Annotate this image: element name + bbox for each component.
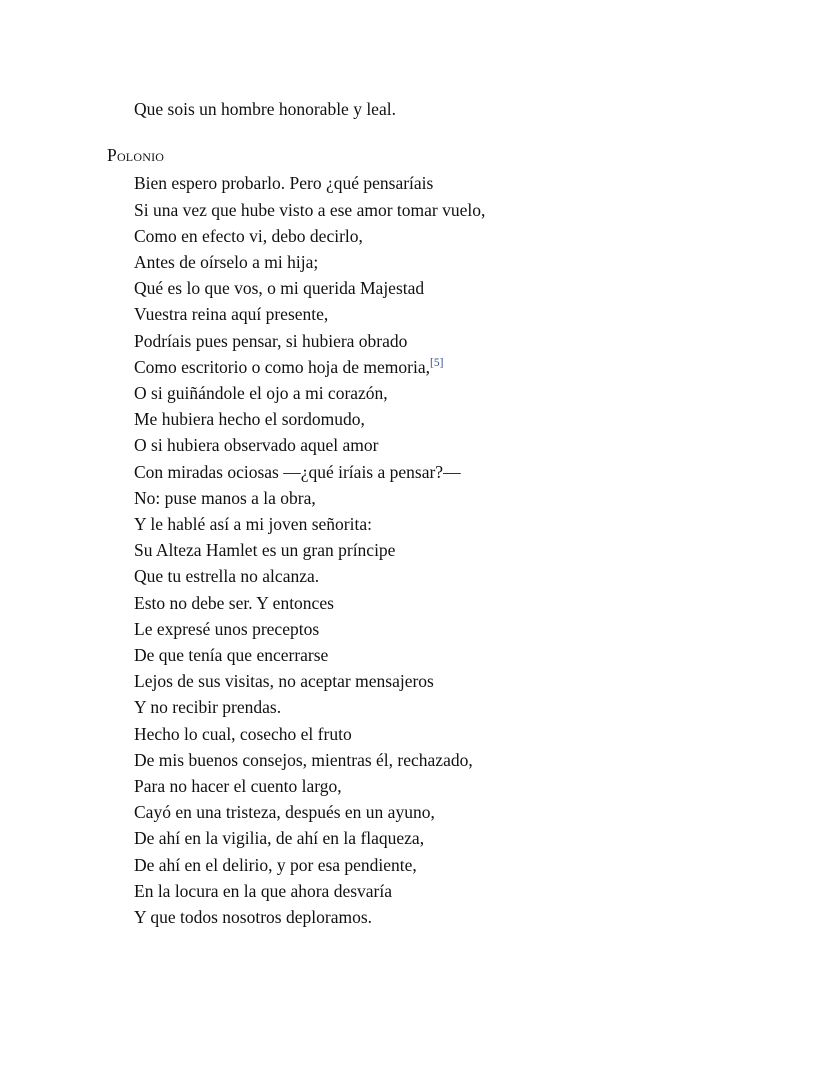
speech-verse-block [107,170,727,930]
verse-line [134,354,727,380]
verse-line-text: Hecho lo cual, cosecho el fruto [134,723,352,744]
verse-line [134,223,727,249]
verse-line [134,380,727,406]
verse-line-text: De mis buenos consejos, mientras él, rechazado, [134,749,473,770]
verse-line-text: Esto no debe ser. Y entonces [134,592,334,613]
verse-line [134,170,727,196]
opening-verse-line: Que sois un hombre honorable y leal. [134,99,396,119]
verse-line [134,432,727,458]
verse-line-text: Y no recibir prendas. [134,697,282,718]
verse-line [134,904,727,930]
verse-line-text: Como en efecto vi, debo decirlo, [134,225,363,246]
speaker-spacer [107,122,727,142]
verse-line-text: Cayó en una tristeza, después en un ayuno, [134,802,435,823]
verse-line-text: Le expresé unos preceptos [134,618,320,639]
verse-line [134,563,727,589]
verse-line [134,485,727,511]
verse-line-text: Qué es lo que vos, o mi querida Majestad [134,278,425,299]
verse-line-text: Bien espero probarlo. Pero ¿qué pensaríais [134,173,434,194]
verse-line [134,537,727,563]
verse-line [134,642,727,668]
verse-line-text: De ahí en la vigilia, de ahí en la flaqueza, [134,828,425,849]
verse-line [134,668,727,694]
verse-line-text: De ahí en el delirio, y por esa pendiente, [134,854,417,875]
verse-line [134,773,727,799]
verse-line-text: Lejos de sus visitas, no aceptar mensajeros [134,671,434,692]
verse-line-text: Para no hacer el cuento largo, [134,776,342,797]
verse-line-text: Podríais pues pensar, si hubiera obrado [134,330,408,351]
verse-line-text: En la locura en la que ahora desvaría [134,880,392,901]
footnote-reference-5[interactable]: [5] [429,357,444,369]
verse-line-text: Si una vez que hube visto a ese amor tomar vuelo, [134,199,486,220]
verse-line [134,275,727,301]
verse-line-text: Su Alteza Hamlet es un gran príncipe [134,540,396,561]
verse-line [134,197,727,223]
verse-line-text: Vuestra reina aquí presente, [134,304,329,325]
verse-line-text: De que tenía que encerrarse [134,645,329,666]
verse-line [134,249,727,275]
verse-line [134,694,727,720]
verse-line-text: Y le hablé así a mi joven señorita: [134,514,372,535]
verse-line [134,852,727,878]
verse-line [134,406,727,432]
speaker-name: Polonio [107,145,165,166]
verse-line-text: Con miradas ociosas —¿qué iríais a pensar?— [134,461,461,482]
verse-line [134,616,727,642]
verse-line-text: Y que todos nosotros deploramos. [134,907,373,928]
verse-line-text: Que tu estrella no alcanza. [134,566,320,587]
verse-line-text: Antes de oírselo a mi hija; [134,252,319,273]
verse-line [134,825,727,851]
verse-line [134,590,727,616]
verse-line [134,301,727,327]
verse-line [134,721,727,747]
page-content [107,96,727,930]
verse-line-text: No: puse manos a la obra, [134,487,316,508]
verse-line [134,799,727,825]
verse-line-text: Me hubiera hecho el sordomudo, [134,409,365,430]
verse-line-text: Como escritorio o como hoja de memoria, [134,356,430,377]
verse-line [134,459,727,485]
verse-line [134,878,727,904]
verse-line-text: O si guiñándole el ojo a mi corazón, [134,383,388,404]
verse-line [134,747,727,773]
verse-line-text: O si hubiera observado aquel amor [134,435,379,456]
verse-line [134,328,727,354]
verse-line [134,511,727,537]
